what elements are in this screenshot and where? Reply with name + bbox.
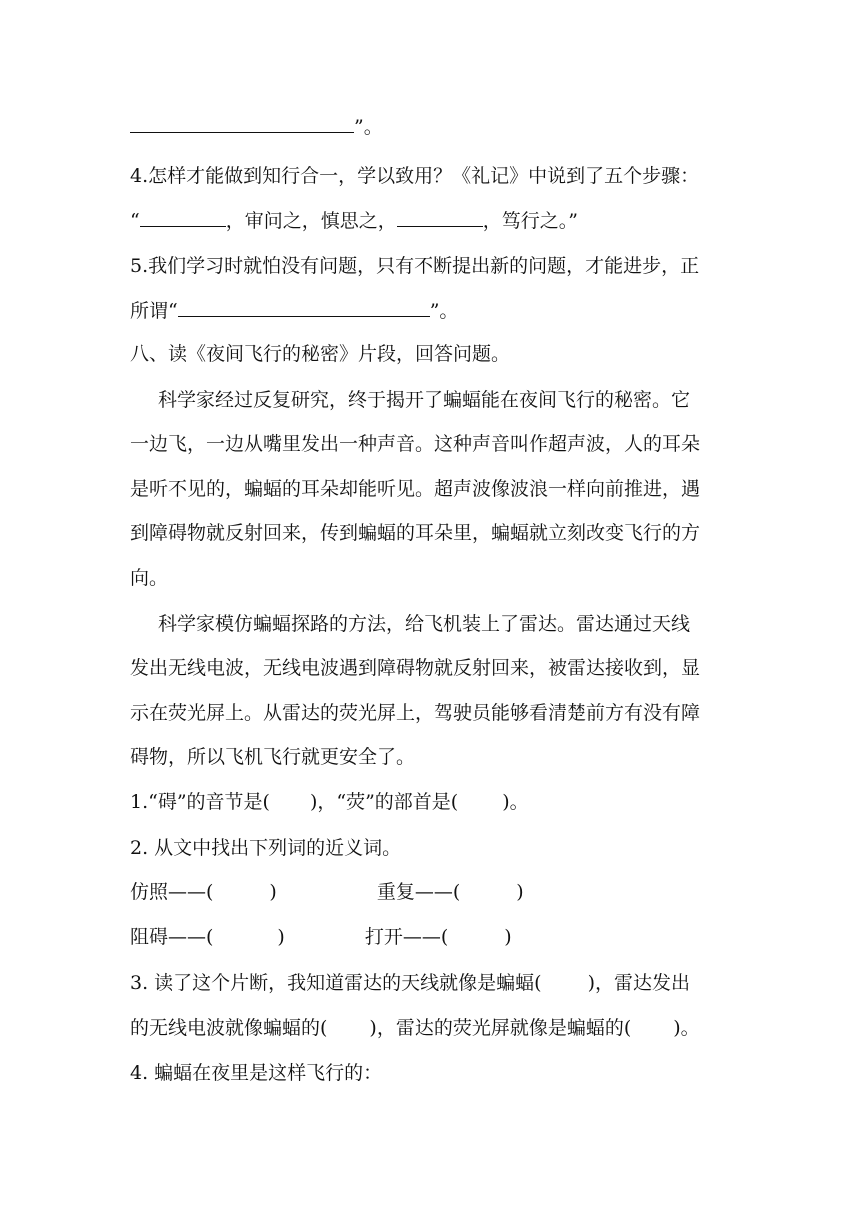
close-paren: ): [504, 926, 512, 948]
q1-part-c: )。: [502, 791, 529, 813]
answer-blank-1[interactable]: [140, 208, 226, 227]
passage-p2-line3: 示在荧光屏上。从雷达的荧光屏上，驾驶员能够看清楚前方有没有障: [130, 702, 701, 724]
question-5-line2: [130, 298, 458, 323]
question-1: [130, 790, 529, 814]
question-3-line1: [130, 971, 690, 995]
word-fangzhao: 仿照——(: [130, 881, 214, 903]
q3-line1-b: )，雷达发出: [587, 972, 691, 994]
q3-line1-a: 3. 读了这个片断，我知道雷达的天线就像是蝙蝠(: [130, 972, 542, 994]
question-3-line2: [130, 1016, 700, 1040]
q4-end-text: ，笃行之。”: [482, 210, 578, 232]
passage-p1-line3: 是听不见的，蝙蝠的耳朵却能听见。超声波像波浪一样向前推进，遇: [130, 478, 701, 500]
passage-p2-line1: 科学家模仿蝙蝠探路的方法，给飞机装上了雷达。雷达通过天线: [158, 613, 691, 635]
open-quote: “: [130, 210, 140, 232]
q4-middle-text: ，审问之，慎思之，: [225, 210, 397, 232]
q5-end-text: ”。: [429, 300, 459, 322]
close-paren: ): [516, 881, 524, 903]
q2-row-1: [130, 880, 524, 904]
answer-blank[interactable]: [130, 114, 354, 133]
q3-line2-b: )，雷达的荧光屏就像是蝙蝠的(: [369, 1017, 632, 1039]
question-4-line2: [130, 208, 578, 233]
section-8-heading: 八、读《夜间飞行的秘密》片段，回答问题。: [130, 343, 511, 365]
word-chongfu: 重复——(: [376, 881, 461, 903]
passage-p1-line4: 到障碍物就反射回来，传到蝙蝠的耳朵里，蝙蝠就立刻改变飞行的方: [130, 522, 701, 544]
passage-p1-line5: 向。: [130, 567, 169, 589]
word-zuai: 阻碍——(: [130, 926, 214, 948]
q3-line2-c: )。: [673, 1017, 700, 1039]
q1-part-b: )，“荧”的部首是(: [309, 791, 459, 813]
passage-p1-line1: 科学家经过反复研究，终于揭开了蝙蝠能在夜间飞行的秘密。它: [158, 389, 691, 411]
answer-blank[interactable]: [178, 298, 430, 317]
closing-quote: ”。: [354, 116, 383, 138]
answer-blank-2[interactable]: [397, 208, 483, 227]
question-4: 4. 蝙蝠在夜里是这样飞行的：: [130, 1062, 383, 1084]
q2-row-2: [130, 925, 512, 949]
passage-p1-line2: 一边飞，一边从嘴里发出一种声音。这种声音叫作超声波，人的耳朵: [130, 433, 701, 455]
q1-part-a: 1.“碍”的音节是(: [130, 791, 270, 813]
q3-line2-a: 的无线电波就像蝙蝠的(: [130, 1017, 328, 1039]
question-4-line1: 4.怎样才能做到知行合一，学以致用？《礼记》中说到了五个步骤：: [130, 165, 700, 187]
passage-p2-line4: 碍物，所以飞机飞行就更安全了。: [130, 746, 416, 768]
q5-start-text: 所谓“: [130, 300, 178, 322]
word-dakai: 打开——(: [364, 926, 449, 948]
close-paren: ): [269, 881, 277, 903]
question-5-line1: 5.我们学习时就怕没有问题，只有不断提出新的问题，才能进步，正: [130, 255, 700, 277]
answer-line-continuation: [130, 114, 383, 139]
question-2: 2. 从文中找出下列词的近义词。: [130, 837, 402, 859]
close-paren: ): [277, 926, 285, 948]
passage-p2-line2: 发出无线电波，无线电波遇到障碍物就反射回来，被雷达接收到，显: [130, 657, 701, 679]
